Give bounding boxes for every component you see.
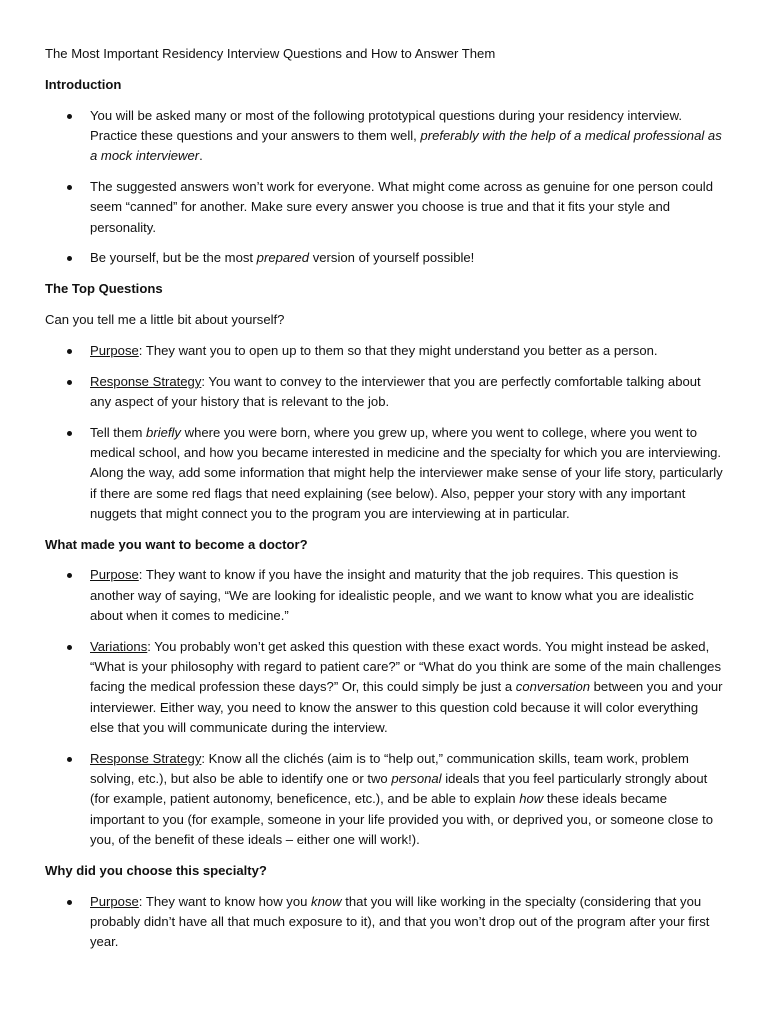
text-run: You will be asked many or most of the following prototypical questions during your residency interview. Practice these questions and your answers to them well,	[90, 107, 682, 143]
emphasis-text: prepared	[256, 250, 310, 266]
text-run: these ideals became important to you (for example, someone in your life provided you with, or deprived you, or someone close to you, of the benefit of these ideals – either one will work!).	[90, 791, 714, 847]
list-item	[45, 372, 724, 413]
text-run: .	[199, 148, 203, 164]
text-run: that you will like working in the specialty (considering that you probably didn’t have all that much exposure to it), and that you won’t drop out of the program after your first year.	[90, 893, 710, 950]
list-item	[45, 341, 724, 361]
emphasis-text: personal	[391, 771, 442, 787]
list-item	[45, 177, 724, 238]
response-strategy-label: Response Strategy	[90, 373, 202, 389]
document-title: The Most Important Residency Interview Questions and How to Answer Them	[45, 46, 496, 61]
text-run: The suggested answers won’t work for everyone. What might come across as genuine for one person could seem “canned” for another. Make sure every answer you choose is true and that it fits your style and personality.	[90, 178, 714, 235]
emphasis-text: briefly	[146, 424, 181, 440]
list-item	[45, 892, 724, 953]
text-run: : You probably won’t get asked this question with these exact words. You might instead be asked, “What is your philosophy with regard to patient care?” or “What do you think are some of the main challenges facing the medical profession these days?” Or, this could simply be just a	[90, 638, 721, 695]
emphasis-text: conversation	[515, 679, 591, 695]
emphasis-text: preferably with the help of a medical professional as a mock interviewer	[90, 127, 722, 164]
emphasis-text: know	[311, 893, 342, 909]
purpose-label: Purpose	[90, 567, 139, 583]
emphasis-text: how	[519, 791, 544, 807]
question-3-list	[45, 892, 724, 953]
text-run: : Know all the clichés (aim is to “help out,” communication skills, team work, problem solving, etc.), but also be able to identify one or two	[90, 750, 689, 787]
question-1-list	[45, 341, 724, 524]
variations-label: Variations	[90, 638, 148, 654]
list-item	[45, 106, 724, 167]
text-run: version of yourself possible!	[309, 250, 475, 266]
list-item	[45, 749, 724, 850]
text-run: ideals that you feel particularly strongly about (for example, patient autonomy, beneficence, etc.), and be able to explain	[90, 771, 708, 807]
introduction-list	[45, 106, 724, 269]
purpose-label: Purpose	[90, 893, 139, 909]
list-item	[45, 565, 724, 626]
list-item	[45, 248, 724, 268]
purpose-label: Purpose	[90, 342, 139, 358]
list-item	[45, 423, 724, 524]
text-run: where you were born, where you grew up, where you went to college, where you went to medical school, and how you became interested in medicine and the specialty for which you are interviewing. Along the way, add some information that might help the interviewer make sense of your life story, particularly if there are some red flags that need explaining (see below). Also, pepper your story with any important nuggets that might connect you to the program you are interviewing at in particular.	[90, 424, 723, 521]
response-strategy-label: Response Strategy	[90, 750, 202, 766]
text-run: : They want to know how you	[138, 893, 312, 909]
text-run: Be yourself, but be the most	[90, 250, 257, 266]
introduction-heading: Introduction	[45, 76, 122, 92]
question-tell-about-yourself: Can you tell me a little bit about yourself?	[45, 311, 285, 327]
text-run: Tell them	[90, 424, 147, 440]
top-questions-heading: The Top Questions	[45, 281, 163, 297]
text-run: : They want you to open up to them so that they might understand you better as a person.	[138, 342, 658, 358]
text-run: : You want to convey to the interviewer that you are perfectly comfortable talking about any aspect of your history that is relevant to the job.	[90, 373, 701, 409]
question-2-list	[45, 565, 724, 850]
list-item	[45, 637, 724, 738]
question-specialty-heading: Why did you choose this specialty?	[45, 862, 267, 878]
text-run: : They want to know if you have the insight and maturity that the job requires. This question is another way of saying, “We are looking for idealistic people, and we want to know what you are idealistic about when it comes to medicine.”	[90, 567, 694, 624]
question-become-doctor-heading: What made you want to become a doctor?	[45, 536, 308, 552]
text-run: between you and your interviewer. Either way, you need to know the answer to this question cold because it will color everything else that you will communicate during the interview.	[90, 679, 723, 736]
